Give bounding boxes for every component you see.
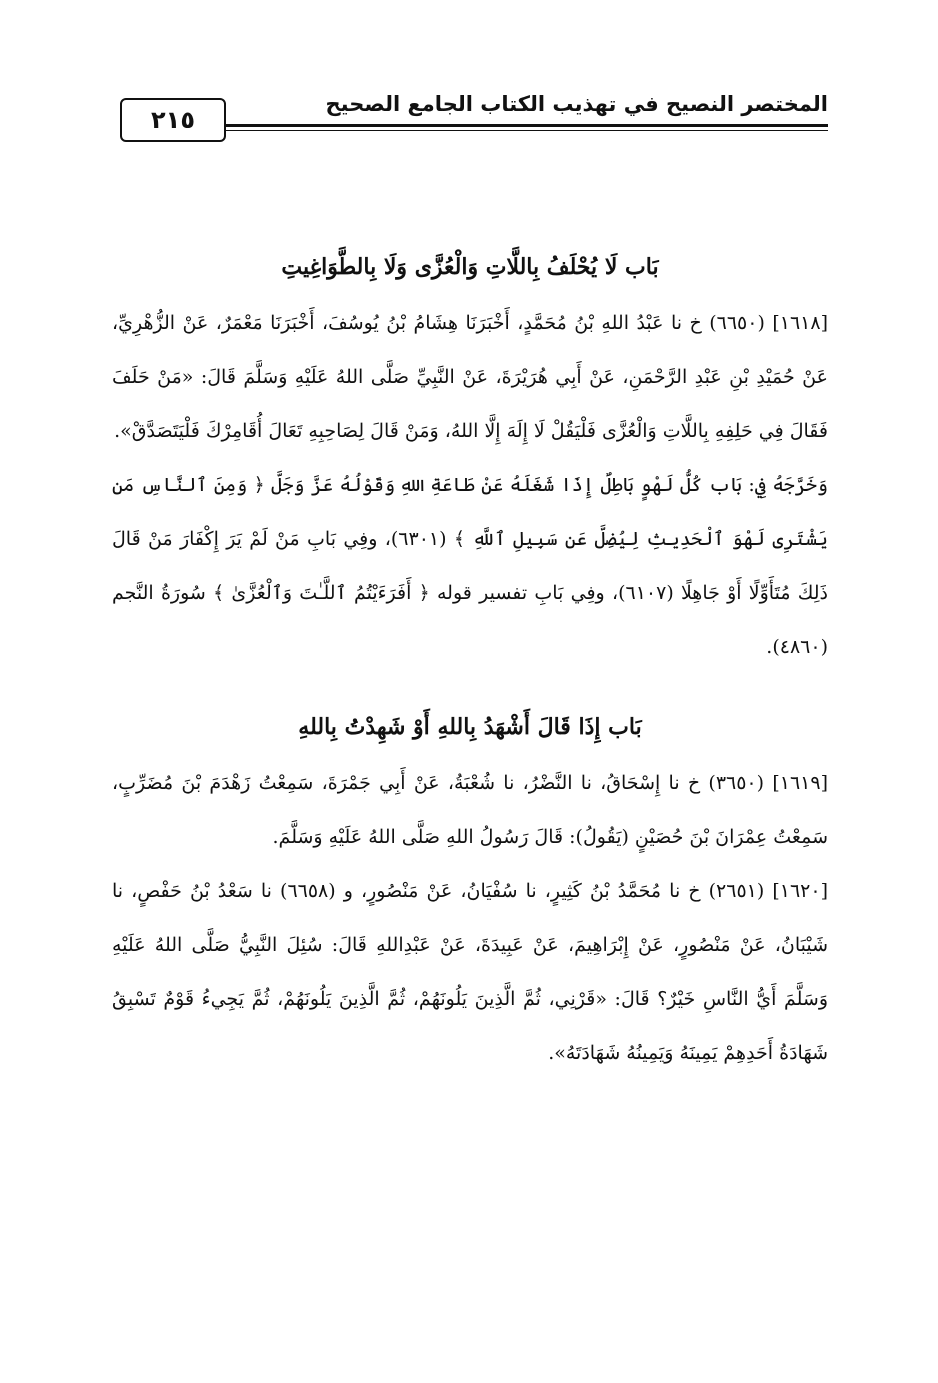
hadith-paragraph: [١٦٢٠] (٢٦٥١) خ نا مُحَمَّدُ بْنُ كَثِيرٍ، نا سُفْيَانُ، عَنْ مَنْصُورٍ، و (٦٦٥٨) نا سَعْدُ بْنُ حَفْصٍ، نا شَيْبَانُ، عَنْ مَنْصُورٍ، عَنْ إِبْرَاهِيمَ، عَنْ عَبِيدَةَ، عَنْ عَبْدِاللهِ قَالَ: سُئِلَ النَّبِيُّ صَلَّى اللهُ عَلَيْهِ وَسَلَّمَ أَيُّ النَّاسِ خَيْرٌ؟ قَالَ: «قَرْنِي، ثُمَّ الَّذِينَ يَلُونَهُمْ، ثُمَّ الَّذِينَ يَلُونَهُمْ، ثُمَّ يَجِيءُ قَوْمٌ تَسْبِقُ شَهَادَةُ أَحَدِهِمْ يَمِينَهُ وَيَمِينُهُ شَهَادَتَهُ». [112, 880, 828, 1064]
cross-reference-paragraph: وَخَرَّجَهُ فِي: بَاب كُلُّ لَهْوٍ بَاطِلٌ إِذَا شَغَلَهُ عَنْ طَاعَةِ اللهِ وَقَوْلُهُ عَزَّ وَجَلَّ ﴿ وَمِنَ ٱلنَّاسِ مَن يَشْتَرِى لَهْوَ ٱلْحَدِيثِ لِيُضِلَّ عَن سَبِيلِ ٱللَّهِ ﴾ (٦٣٠١)، وفِي بَابِ مَنْ لَمْ يَرَ إِكْفَارَ مَنْ قَالَ ذَلِكَ مُتَأَوِّلًا أَوْ جَاهِلًا (٦١٠٧)، وفِي بَابِ تفسير قوله ﴿ أَفَرَءَيْتُمُ ٱللَّـٰتَ وَٱلْعُزَّىٰ ﴾ سُورَةُ النَّجم (٤٨٦٠). [112, 474, 828, 658]
running-title: المختصر النصيح في تهذيب الكتاب الجامع الصحيح [325, 92, 828, 116]
hadith-paragraph: [١٦١٨] (٦٦٥٠) خ نا عَبْدُ اللهِ بْنُ مُحَمَّدٍ، أَخْبَرَنَا هِشَامُ بْنُ يُوسُفَ، أَخْبَرَنَا مَعْمَرٌ، عَنْ الزُّهْرِيِّ، عَنْ حُمَيْدِ بْنِ عَبْدِ الرَّحْمَنِ، عَنْ أَبِي هُرَيْرَةَ، عَنْ النَّبِيِّ صَلَّى اللهُ عَلَيْهِ وَسَلَّمَ قَالَ: «مَنْ حَلَفَ فَقَالَ فِي حَلِفِهِ بِاللَّاتِ وَالْعُزَّى فَلْيَقُلْ لَا إِلَهَ إِلَّا اللهُ، وَمَنْ قَالَ لِصَاحِبِهِ تَعَالَ أُقَامِرْكَ فَلْيَتَصَدَّقْ». [112, 312, 828, 442]
page-header [120, 88, 828, 148]
page-number: ٢١٥ [120, 98, 226, 142]
section-gap [112, 674, 828, 698]
header-rule [226, 124, 828, 131]
chapter-title: بَاب لَا يُحْلَفُ بِاللَّاتِ وَالْعُزَّى وَلَا بِالطَّوَاغِيتِ [281, 254, 659, 280]
chapter-title: بَاب إِذَا قَالَ أَشْهَدُ بِاللهِ أَوْ شَهِدْتُ بِاللهِ [298, 714, 642, 740]
page-body [112, 238, 828, 1080]
hadith-paragraph: [١٦١٩] (٣٦٥٠) خ نا إِسْحَاقُ، نا النَّضْرُ، نا شُعْبَةُ، عَنْ أَبِي جَمْرَةَ، سَمِعْتُ زَهْدَمَ بْنَ مُضَرِّبٍ، سَمِعْتُ عِمْرَانَ بْنَ حُصَيْنٍ (يَقُولُ): قَالَ رَسُولُ اللهِ صَلَّى اللهُ عَلَيْهِ وَسَلَّمَ. [112, 772, 828, 848]
